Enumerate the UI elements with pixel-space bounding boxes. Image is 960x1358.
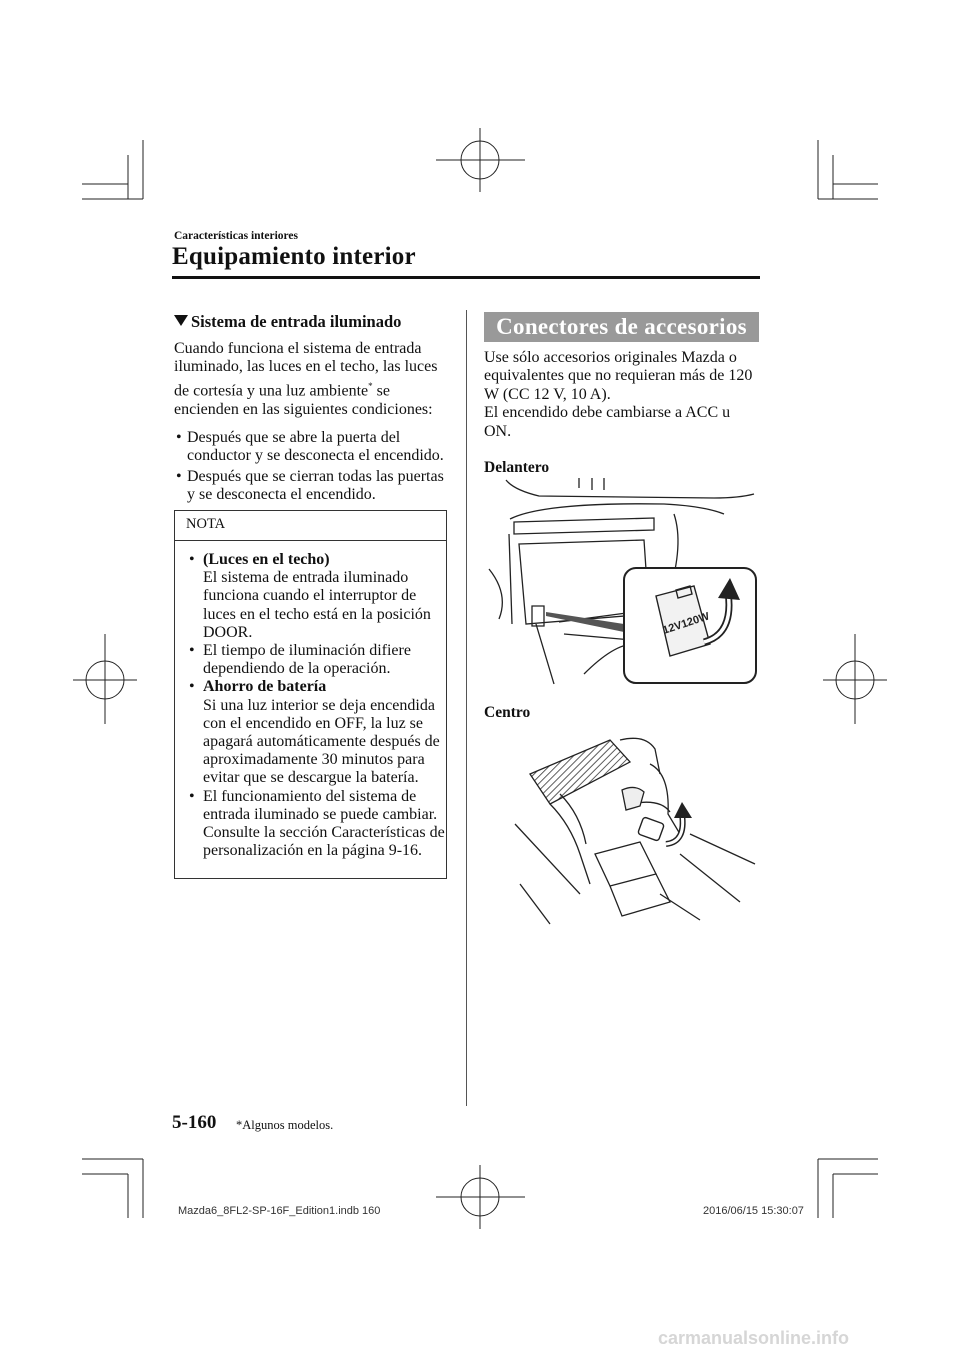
print-file-info: Mazda6_8FL2-SP-16F_Edition1.indb 160 bbox=[178, 1205, 381, 1217]
note-list bbox=[175, 551, 446, 860]
note-item bbox=[189, 642, 446, 678]
note-item-text: El funcionamiento del sistema de entrada iluminado se puede cambiar. Consulte la sección Características de personalización en la página 9-16. bbox=[203, 787, 445, 860]
center-socket-illustration bbox=[510, 734, 760, 930]
front-socket-illustration bbox=[484, 474, 760, 686]
page-number: 5-160 bbox=[172, 1112, 217, 1133]
ignition-paragraph: El encendido debe cambiarse a ACC u ON. bbox=[484, 404, 731, 440]
bullet-icon: • bbox=[189, 642, 195, 660]
note-item-text: Si una luz interior se deja encendida con el encendido en OFF, la luz se apagará automáticamente después de aproximadamente 30 minutos para evitar que se descargue la batería. bbox=[203, 696, 440, 787]
section-label: Características interiores bbox=[174, 230, 299, 242]
bullet-icon: • bbox=[189, 551, 195, 568]
note-item bbox=[189, 678, 446, 787]
print-date-info: 2016/06/15 15:30:07 bbox=[703, 1205, 804, 1217]
bullet-icon: • bbox=[176, 467, 182, 485]
left-column bbox=[174, 312, 450, 507]
condition-list bbox=[174, 429, 450, 505]
note-box bbox=[174, 510, 447, 879]
arrow-up-icon bbox=[674, 802, 692, 818]
note-item bbox=[189, 788, 446, 861]
list-item-text: Después que se cierran todas las puertas y se desconecta el encendido. bbox=[187, 467, 444, 504]
bullet-icon: • bbox=[176, 428, 182, 446]
note-item-text: El sistema de entrada iluminado funciona cuando el interruptor de luces en el techo está en la posición DOOR. bbox=[203, 569, 431, 641]
bullet-icon: • bbox=[189, 787, 195, 805]
bullet-icon: • bbox=[189, 678, 195, 696]
intro-text-1: Cuando funciona el sistema de entrada iluminado, las luces en el techo, las luces de cortesía y una luz ambiente bbox=[174, 340, 438, 400]
intro-text-2: se encienden en las siguientes condiciones: bbox=[174, 382, 433, 418]
section-banner: Conectores de accesorios bbox=[484, 312, 759, 342]
note-item-text: El tiempo de iluminación difiere dependiendo de la operación. bbox=[203, 642, 411, 678]
watermark: carmanualsonline.info bbox=[658, 1328, 850, 1348]
footnote: *Algunos modelos. bbox=[236, 1118, 334, 1132]
list-item bbox=[174, 429, 450, 466]
list-item bbox=[174, 468, 450, 505]
note-item-heading: Ahorro de batería bbox=[203, 678, 327, 696]
subheading-text: Sistema de entrada iluminado bbox=[191, 312, 402, 331]
list-item-text: Después que se abre la puerta del conductor y se desconecta el encendido. bbox=[187, 428, 444, 465]
note-heading: NOTA bbox=[175, 511, 446, 541]
accessory-paragraph: Use sólo accesorios originales Mazda o equivalentes que no requieran más de 120 W (CC 12 V, 10 A). bbox=[484, 349, 753, 403]
right-column bbox=[484, 312, 759, 477]
socket-label: 12V120W bbox=[661, 610, 711, 637]
column-divider bbox=[466, 310, 467, 1106]
page-title: Equipamiento interior bbox=[172, 243, 416, 270]
intro-paragraph bbox=[174, 340, 450, 419]
note-item-heading: (Luces en el techo) bbox=[203, 551, 330, 568]
title-rule bbox=[172, 276, 760, 279]
front-label: Delantero bbox=[484, 459, 550, 477]
footnote-mark: * bbox=[368, 380, 373, 391]
center-label: Centro bbox=[484, 704, 531, 721]
subheading bbox=[174, 312, 450, 332]
note-item bbox=[189, 551, 446, 642]
triangle-down-icon bbox=[174, 315, 188, 326]
